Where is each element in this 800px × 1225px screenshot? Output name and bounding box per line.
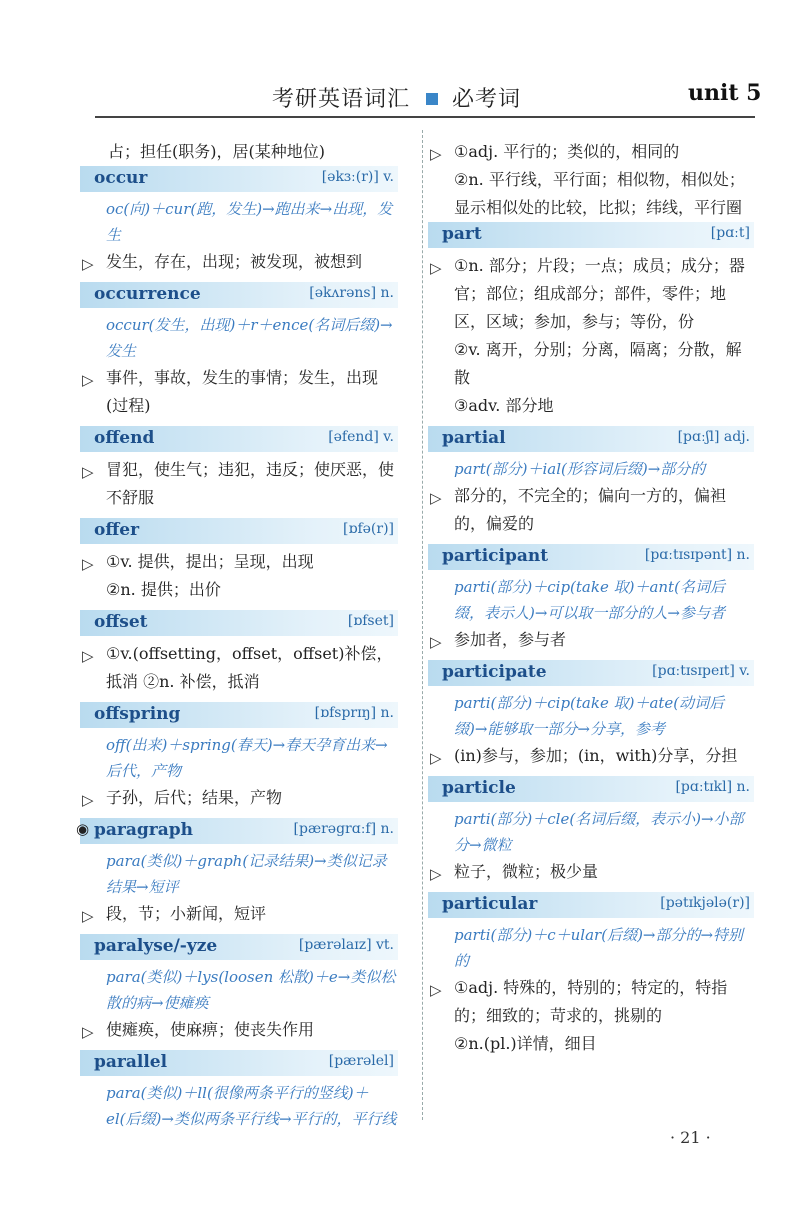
headword: offend xyxy=(94,428,155,448)
entry-particular xyxy=(428,892,754,1058)
pronunciation: [pɑːtɪsɪpeɪt] v. xyxy=(652,663,750,679)
word-bar xyxy=(80,1050,398,1076)
headword: occur xyxy=(94,168,148,188)
triangle-icon: ▷ xyxy=(430,865,442,883)
definition xyxy=(80,248,398,276)
definition-text: 使瘫痪，使麻痹；使丧失作用 xyxy=(106,1020,315,1039)
headword: particle xyxy=(442,778,516,798)
definition-continued: ②v. 离开，分别；分离，隔离；分散，解散 xyxy=(454,340,742,387)
left-column xyxy=(76,138,398,1138)
triangle-icon: ▷ xyxy=(430,489,442,507)
header-title-right: 必考词 xyxy=(452,87,522,112)
definition-text: 子孙，后代；结果，产物 xyxy=(106,788,283,807)
headword: offspring xyxy=(94,704,181,724)
etymology: parti(部分)＋cip(take 取)＋ate(动词后缀)→能够取一部分→分享，参考 xyxy=(454,694,725,738)
triangle-icon: ▷ xyxy=(82,647,94,665)
triangle-icon: ▷ xyxy=(430,145,442,163)
definition xyxy=(428,742,754,770)
etymology: para(类似)＋ll(很像两条平行的竖线)＋el(后缀)→类似两条平行线→平行的，平行线 xyxy=(106,1084,397,1128)
word-bar xyxy=(80,610,398,636)
square-icon xyxy=(426,93,438,105)
word-bar xyxy=(428,426,754,452)
entry-part xyxy=(428,222,754,420)
word-bar xyxy=(76,818,398,844)
triangle-icon: ▷ xyxy=(430,633,442,651)
pronunciation: [pærəlel] xyxy=(328,1053,394,1069)
headword: participant xyxy=(442,546,549,566)
page-header xyxy=(0,0,800,120)
definition xyxy=(80,784,398,812)
entry-paralyse xyxy=(80,934,398,1044)
definition-text: ①v.(offsetting，offset，offset)补偿，抵消 ②n. 补偿，抵消 xyxy=(106,644,393,691)
triangle-icon: ▷ xyxy=(430,749,442,767)
definition xyxy=(80,364,398,420)
entry-paragraph xyxy=(76,818,398,928)
headword: offset xyxy=(94,612,148,632)
pronunciation: [əfend] v. xyxy=(328,429,394,445)
definition-text: 参加者，参与者 xyxy=(454,630,567,649)
definition-text: 发生，存在，出现；被发现，被想到 xyxy=(106,252,363,271)
definition-text: ①n. 部分；片段；一点；成员；成分；器官；部位；组成部分；部件，零件；地区，区域；参加，参与；等份，份 xyxy=(454,256,745,331)
pronunciation: [pɑːʃl] adj. xyxy=(677,429,750,445)
pronunciation: [pærəlaɪz] vt. xyxy=(298,937,394,953)
word-bar xyxy=(80,426,398,452)
definition-text: 粒子，微粒；极少量 xyxy=(454,862,599,881)
definition-text: ①adj. 特殊的，特别的；特定的，特指的；细致的；苛求的，挑剔的 xyxy=(454,978,728,1025)
headword: paragraph xyxy=(94,820,193,840)
etymology: para(类似)＋lys(loosen 松散)＋e→类似松散的病→使瘫痪 xyxy=(106,968,396,1012)
triangle-icon: ▷ xyxy=(82,791,94,809)
header-title xyxy=(272,82,521,113)
definition-text: 事件，事故，发生的事情；发生，出现(过程) xyxy=(106,368,379,415)
word-bar xyxy=(80,934,398,960)
definition xyxy=(428,858,754,886)
definition-text: 段，节；小新闻，短评 xyxy=(106,904,267,923)
word-bar xyxy=(428,544,754,570)
headword: occurrence xyxy=(94,284,201,304)
header-title-left: 考研英语词汇 xyxy=(272,87,411,112)
definition-continued: ②n. 平行线，平行面；相似物，相似处；显示相似处的比较，比拟；纬线，平行圈 xyxy=(454,170,745,217)
definition xyxy=(80,1016,398,1044)
pronunciation: [əkʌrəns] n. xyxy=(309,285,394,301)
etymology: oc(向)＋cur(跑，发生)→跑出来→出现，发生 xyxy=(106,200,393,244)
etymology: off(出来)＋spring(春天)→春天孕育出来→后代，产物 xyxy=(106,736,388,780)
entry-occur xyxy=(80,166,398,276)
definition xyxy=(80,900,398,928)
entry-particle xyxy=(428,776,754,886)
etymology: part(部分)＋ial(形容词后缀)→部分的 xyxy=(454,460,706,478)
header-rule xyxy=(95,116,755,118)
word-bar xyxy=(428,660,754,686)
triangle-icon: ▷ xyxy=(430,981,442,999)
triangle-icon: ▷ xyxy=(82,1023,94,1041)
etymology: parti(部分)＋cip(take 取)＋ant(名词后缀，表示人)→可以取一部分的人→参与者 xyxy=(454,578,725,622)
pronunciation: [pətɪkjələ(r)] xyxy=(660,895,750,911)
word-bar xyxy=(428,776,754,802)
definition-text: 冒犯，使生气；违犯，违反；使厌恶，使不舒服 xyxy=(106,460,395,507)
pronunciation: [pærəgrɑːf] n. xyxy=(293,821,394,837)
pronunciation: [ɒfset] xyxy=(347,613,394,629)
headword: particular xyxy=(442,894,538,914)
headword: offer xyxy=(94,520,140,540)
triangle-icon: ▷ xyxy=(82,371,94,389)
definition xyxy=(80,456,398,512)
definition-text: 部分的，不完全的；偏向一方的，偏袒的，偏爱的 xyxy=(454,486,727,533)
headword: parallel xyxy=(94,1052,168,1072)
entry-offspring xyxy=(80,702,398,812)
definition-text: ①adj. 平行的；类似的，相同的 xyxy=(454,142,680,161)
definition xyxy=(428,482,754,538)
etymology: parti(部分)＋cle(名词后缀，表示小)→小部分→微粒 xyxy=(454,810,744,854)
triangle-icon: ▷ xyxy=(82,255,94,273)
definition-text: (in)参与，参加；(in，with)分享，分担 xyxy=(454,746,738,765)
unit-label: unit 5 xyxy=(688,80,762,106)
continuation-text: 占；担任(职务)，居(某种地位) xyxy=(108,142,325,161)
triangle-icon: ▷ xyxy=(82,555,94,573)
pronunciation: [ɒfsprɪŋ] n. xyxy=(314,705,394,721)
definition-text: ①v. 提供，提出；呈现，出现 xyxy=(106,552,314,571)
pronunciation: [pɑːtɪkl] n. xyxy=(675,779,750,795)
entry-participate xyxy=(428,660,754,770)
right-column xyxy=(428,138,754,1064)
entry-parallel xyxy=(80,1050,398,1132)
definition xyxy=(428,626,754,654)
definition xyxy=(80,640,398,696)
triangle-icon: ▷ xyxy=(82,907,94,925)
word-bar xyxy=(428,222,754,248)
word-bar xyxy=(80,518,398,544)
definition xyxy=(428,252,754,336)
column-divider xyxy=(422,130,423,1120)
headword: participate xyxy=(442,662,547,682)
etymology: parti(部分)＋c＋ular(后缀)→部分的→特别的 xyxy=(454,926,744,970)
headword: partial xyxy=(442,428,506,448)
word-bar xyxy=(428,892,754,918)
triangle-icon: ▷ xyxy=(430,259,442,277)
triangle-icon: ▷ xyxy=(82,463,94,481)
definition-continued: ②n.(pl.)详情，细目 xyxy=(454,1034,597,1053)
word-bar xyxy=(80,166,398,192)
headword: part xyxy=(442,224,482,244)
pronunciation: [ɒfə(r)] xyxy=(343,521,394,537)
headword: paralyse/-yze xyxy=(94,936,218,956)
definition-continued: ②n. 提供；出价 xyxy=(106,580,221,599)
definition xyxy=(80,548,398,576)
entry-participant xyxy=(428,544,754,654)
pronunciation: [pɑːtɪsɪpənt] n. xyxy=(644,547,750,563)
pronunciation: [əkɜː(r)] v. xyxy=(321,169,394,185)
entry-offset xyxy=(80,610,398,696)
etymology: occur(发生，出现)＋r＋ence(名词后缀)→发生 xyxy=(106,316,393,360)
word-bar xyxy=(80,702,398,728)
word-bar xyxy=(80,282,398,308)
entry-partial xyxy=(428,426,754,538)
page-number: · 21 · xyxy=(670,1128,711,1147)
definition xyxy=(428,974,754,1030)
key-word-marker-icon: ◉ xyxy=(76,820,90,838)
definition xyxy=(428,138,754,166)
entry-offer xyxy=(80,518,398,604)
entry-offend xyxy=(80,426,398,512)
definition-continued: ③adv. 部分地 xyxy=(454,396,554,415)
pronunciation: [pɑːt] xyxy=(710,225,750,241)
etymology: para(类似)＋graph(记录结果)→类似记录结果→短评 xyxy=(106,852,387,896)
entry-occurrence xyxy=(80,282,398,420)
